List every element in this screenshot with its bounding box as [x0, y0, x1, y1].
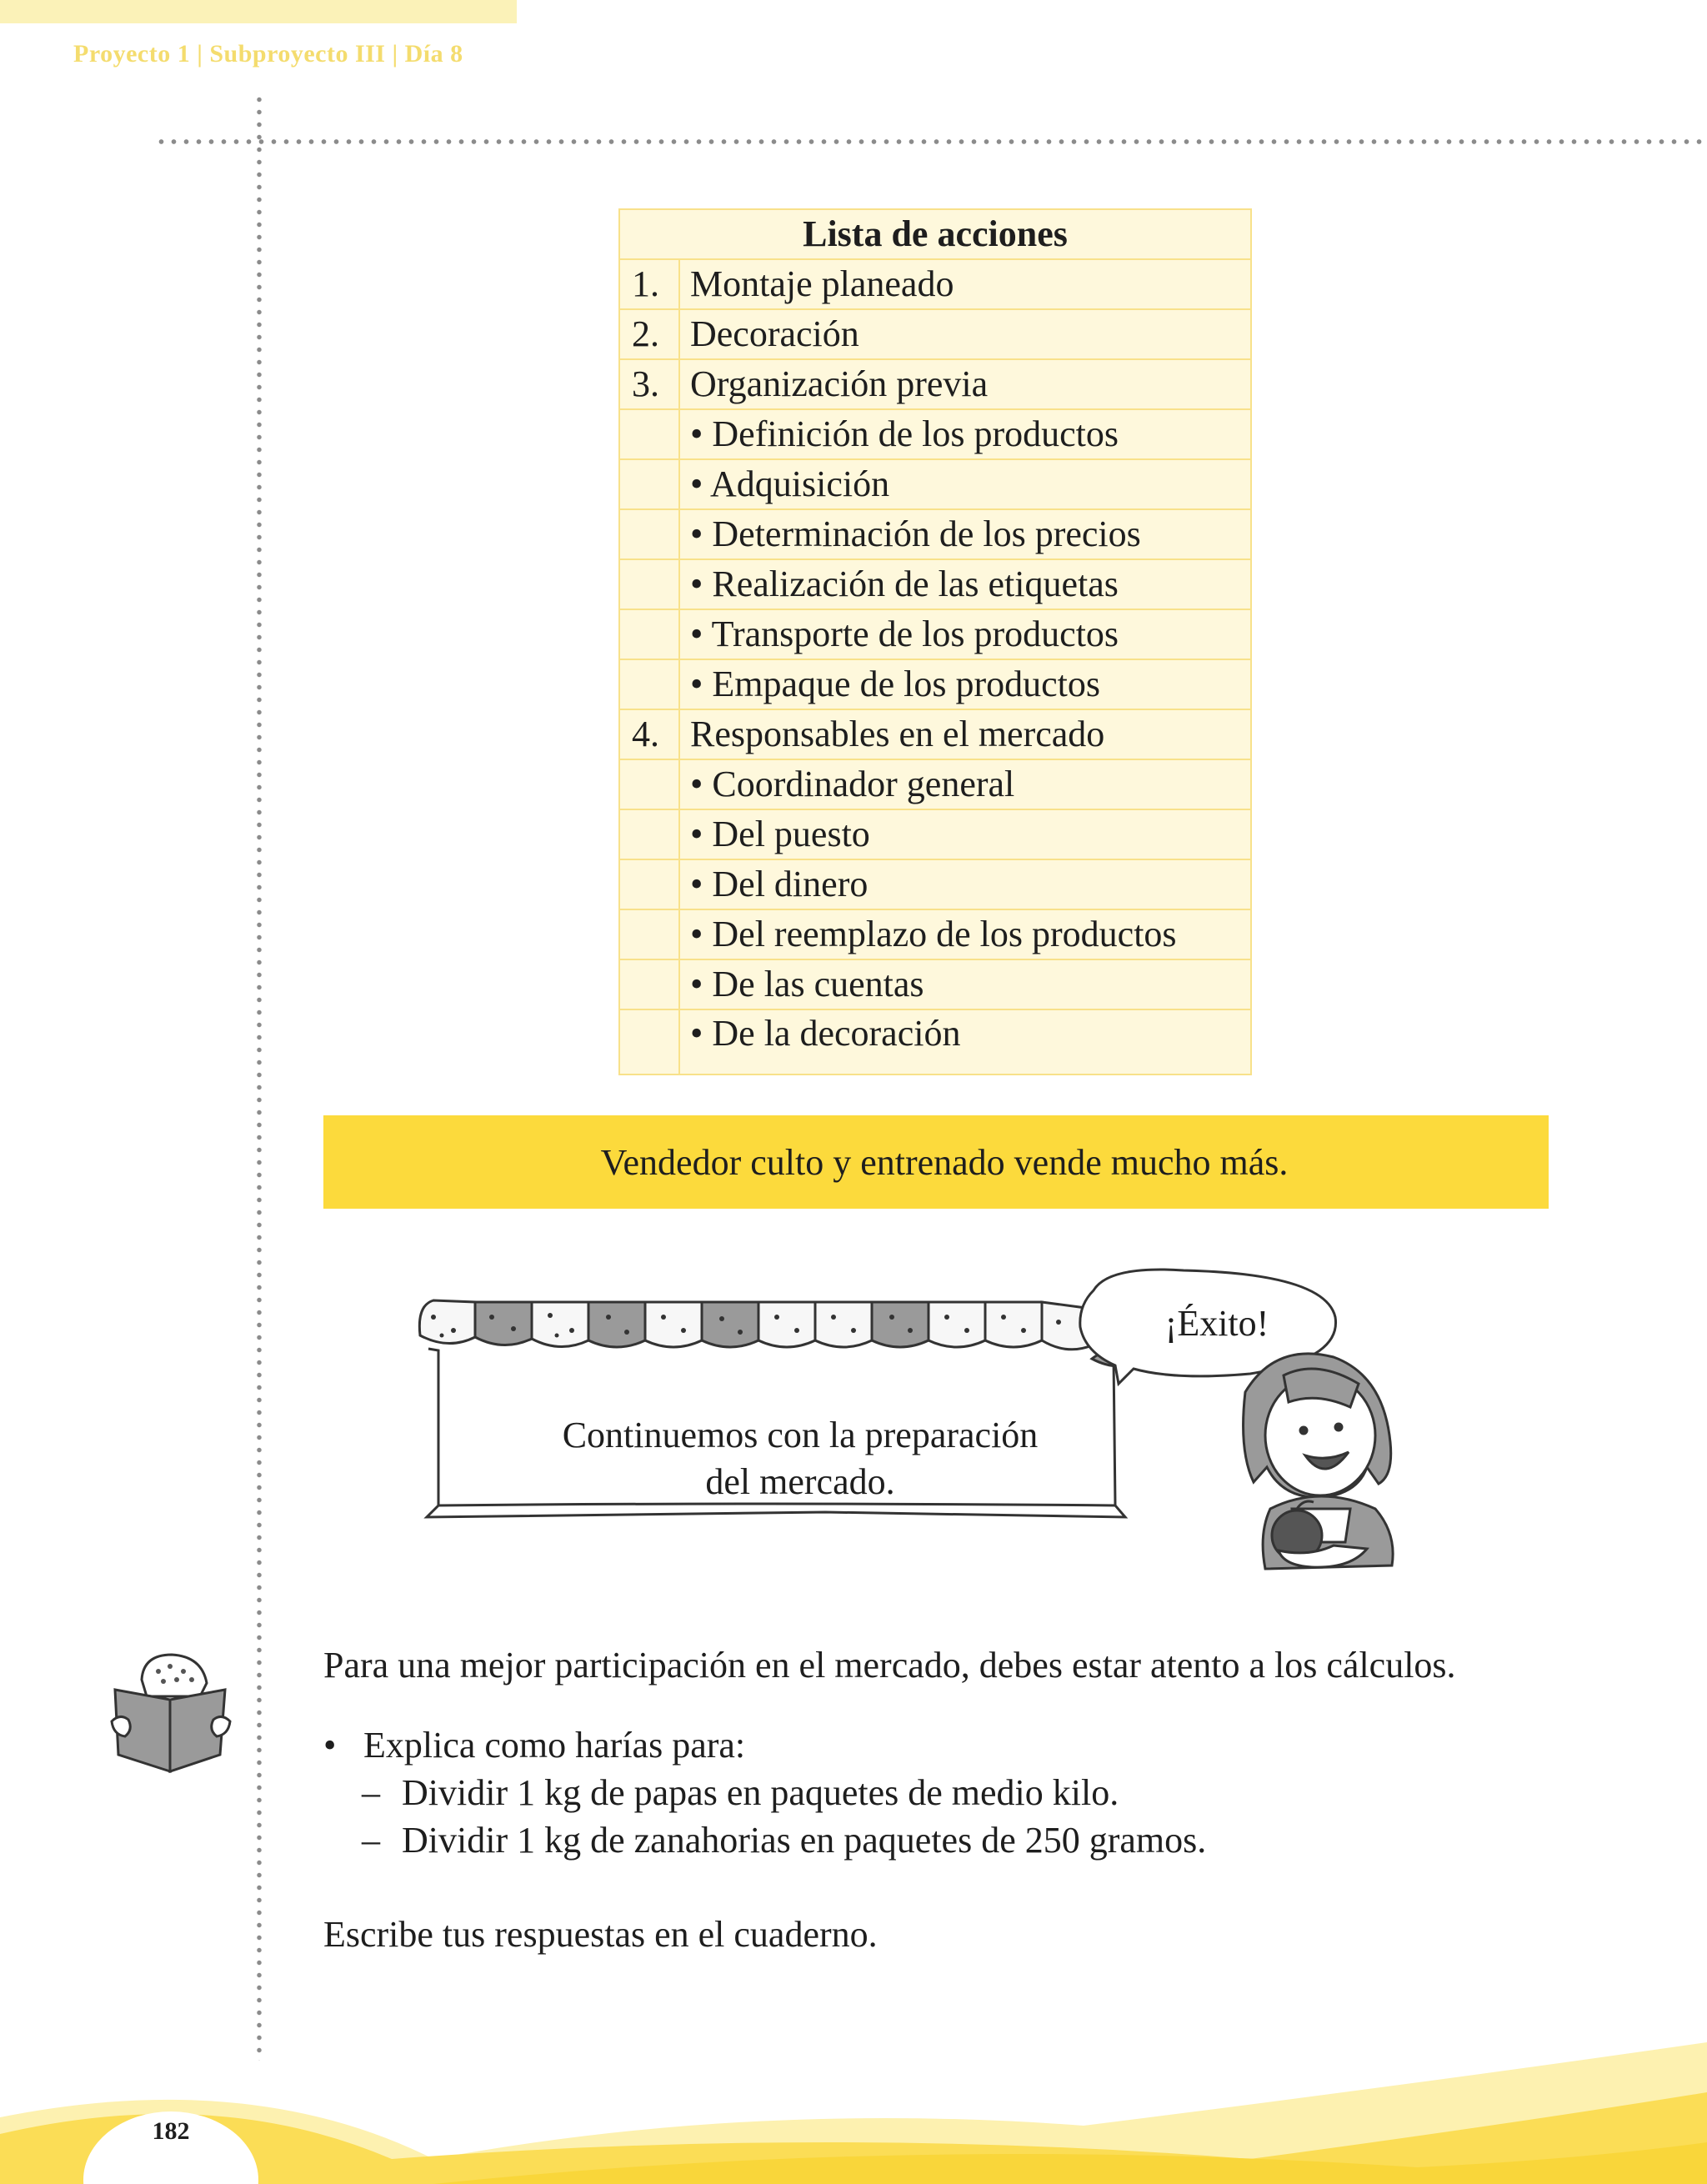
row-number — [619, 659, 679, 709]
row-number: 2. — [619, 309, 679, 359]
table-row — [619, 859, 1251, 909]
table-row — [619, 559, 1251, 609]
row-text: • Del reemplazo de los productos — [679, 909, 1251, 959]
row-text: • Coordinador general — [679, 759, 1251, 809]
row-number: 4. — [619, 709, 679, 759]
bullet-item: Explica como harías para: — [363, 1725, 746, 1766]
banner-caption — [500, 1412, 1100, 1505]
girl-with-apple-icon — [1244, 1354, 1394, 1569]
reader-child-icon — [108, 1646, 233, 1780]
row-number — [619, 759, 679, 809]
row-text: • De la decoración — [679, 1009, 1251, 1074]
table-row — [619, 509, 1251, 559]
intro-paragraph: Para una mejor participación en el mercado, debes estar atento a los cálculos. — [323, 1645, 1456, 1686]
row-number — [619, 909, 679, 959]
row-number — [619, 609, 679, 659]
row-text: • Del puesto — [679, 809, 1251, 859]
sub-item-1: Dividir 1 kg de papas en paquetes de medio kilo. — [402, 1772, 1119, 1813]
row-number — [619, 1009, 679, 1074]
speech-bubble-text: ¡Éxito! — [1164, 1303, 1269, 1344]
closing-instruction: Escribe tus respuestas en el cuaderno. — [323, 1914, 878, 1955]
top-accent-bar — [0, 0, 517, 23]
bullet-marker: • — [323, 1725, 337, 1766]
table-title: Lista de acciones — [619, 209, 1251, 259]
table-row — [619, 409, 1251, 459]
page-number: 182 — [152, 2117, 190, 2145]
awning-icon — [419, 1300, 1135, 1366]
horizontal-dotted-rule — [155, 138, 1707, 145]
row-number — [619, 959, 679, 1009]
row-text: • Del dinero — [679, 859, 1251, 909]
row-text: Responsables en el mercado — [679, 709, 1251, 759]
table-row — [619, 809, 1251, 859]
row-text: • Transporte de los productos — [679, 609, 1251, 659]
table-row — [619, 459, 1251, 509]
sub-item-2: Dividir 1 kg de zanahorias en paquetes de 250 gramos. — [402, 1820, 1207, 1861]
vertical-dotted-rule — [257, 93, 262, 2061]
row-text: • Realización de las etiquetas — [679, 559, 1251, 609]
table-row — [619, 259, 1251, 309]
banner-line-2: del mercado. — [705, 1461, 895, 1502]
slogan-text: Vendedor culto y entrenado vende mucho más. — [600, 1141, 1289, 1183]
row-text: • Empaque de los productos — [679, 659, 1251, 709]
running-head: Proyecto 1 | Subproyecto III | Día 8 — [73, 40, 463, 68]
table-row — [619, 659, 1251, 709]
table-row — [619, 759, 1251, 809]
row-number — [619, 459, 679, 509]
row-number — [619, 809, 679, 859]
row-number: 1. — [619, 259, 679, 309]
row-text: • Definición de los productos — [679, 409, 1251, 459]
table-header-row — [619, 209, 1251, 259]
table-row — [619, 309, 1251, 359]
table-row — [619, 959, 1251, 1009]
row-text: Organización previa — [679, 359, 1251, 409]
row-text: • Adquisición — [679, 459, 1251, 509]
table-row — [619, 1009, 1251, 1074]
dash-marker: – — [362, 1772, 380, 1813]
row-number — [619, 859, 679, 909]
slogan-banner — [323, 1115, 1549, 1209]
row-text: Decoración — [679, 309, 1251, 359]
footer-wave-decoration — [0, 2034, 1707, 2184]
table-row — [619, 609, 1251, 659]
table-row — [619, 909, 1251, 959]
table-row — [619, 359, 1251, 409]
row-number — [619, 409, 679, 459]
banner-line-1: Continuemos con la preparación — [562, 1415, 1039, 1455]
row-number — [619, 509, 679, 559]
row-text: Montaje planeado — [679, 259, 1251, 309]
row-text: • De las cuentas — [679, 959, 1251, 1009]
row-text: • Determinación de los precios — [679, 509, 1251, 559]
row-number — [619, 559, 679, 609]
table-row — [619, 709, 1251, 759]
dash-marker: – — [362, 1820, 380, 1861]
row-number: 3. — [619, 359, 679, 409]
action-list-table — [618, 208, 1252, 1075]
